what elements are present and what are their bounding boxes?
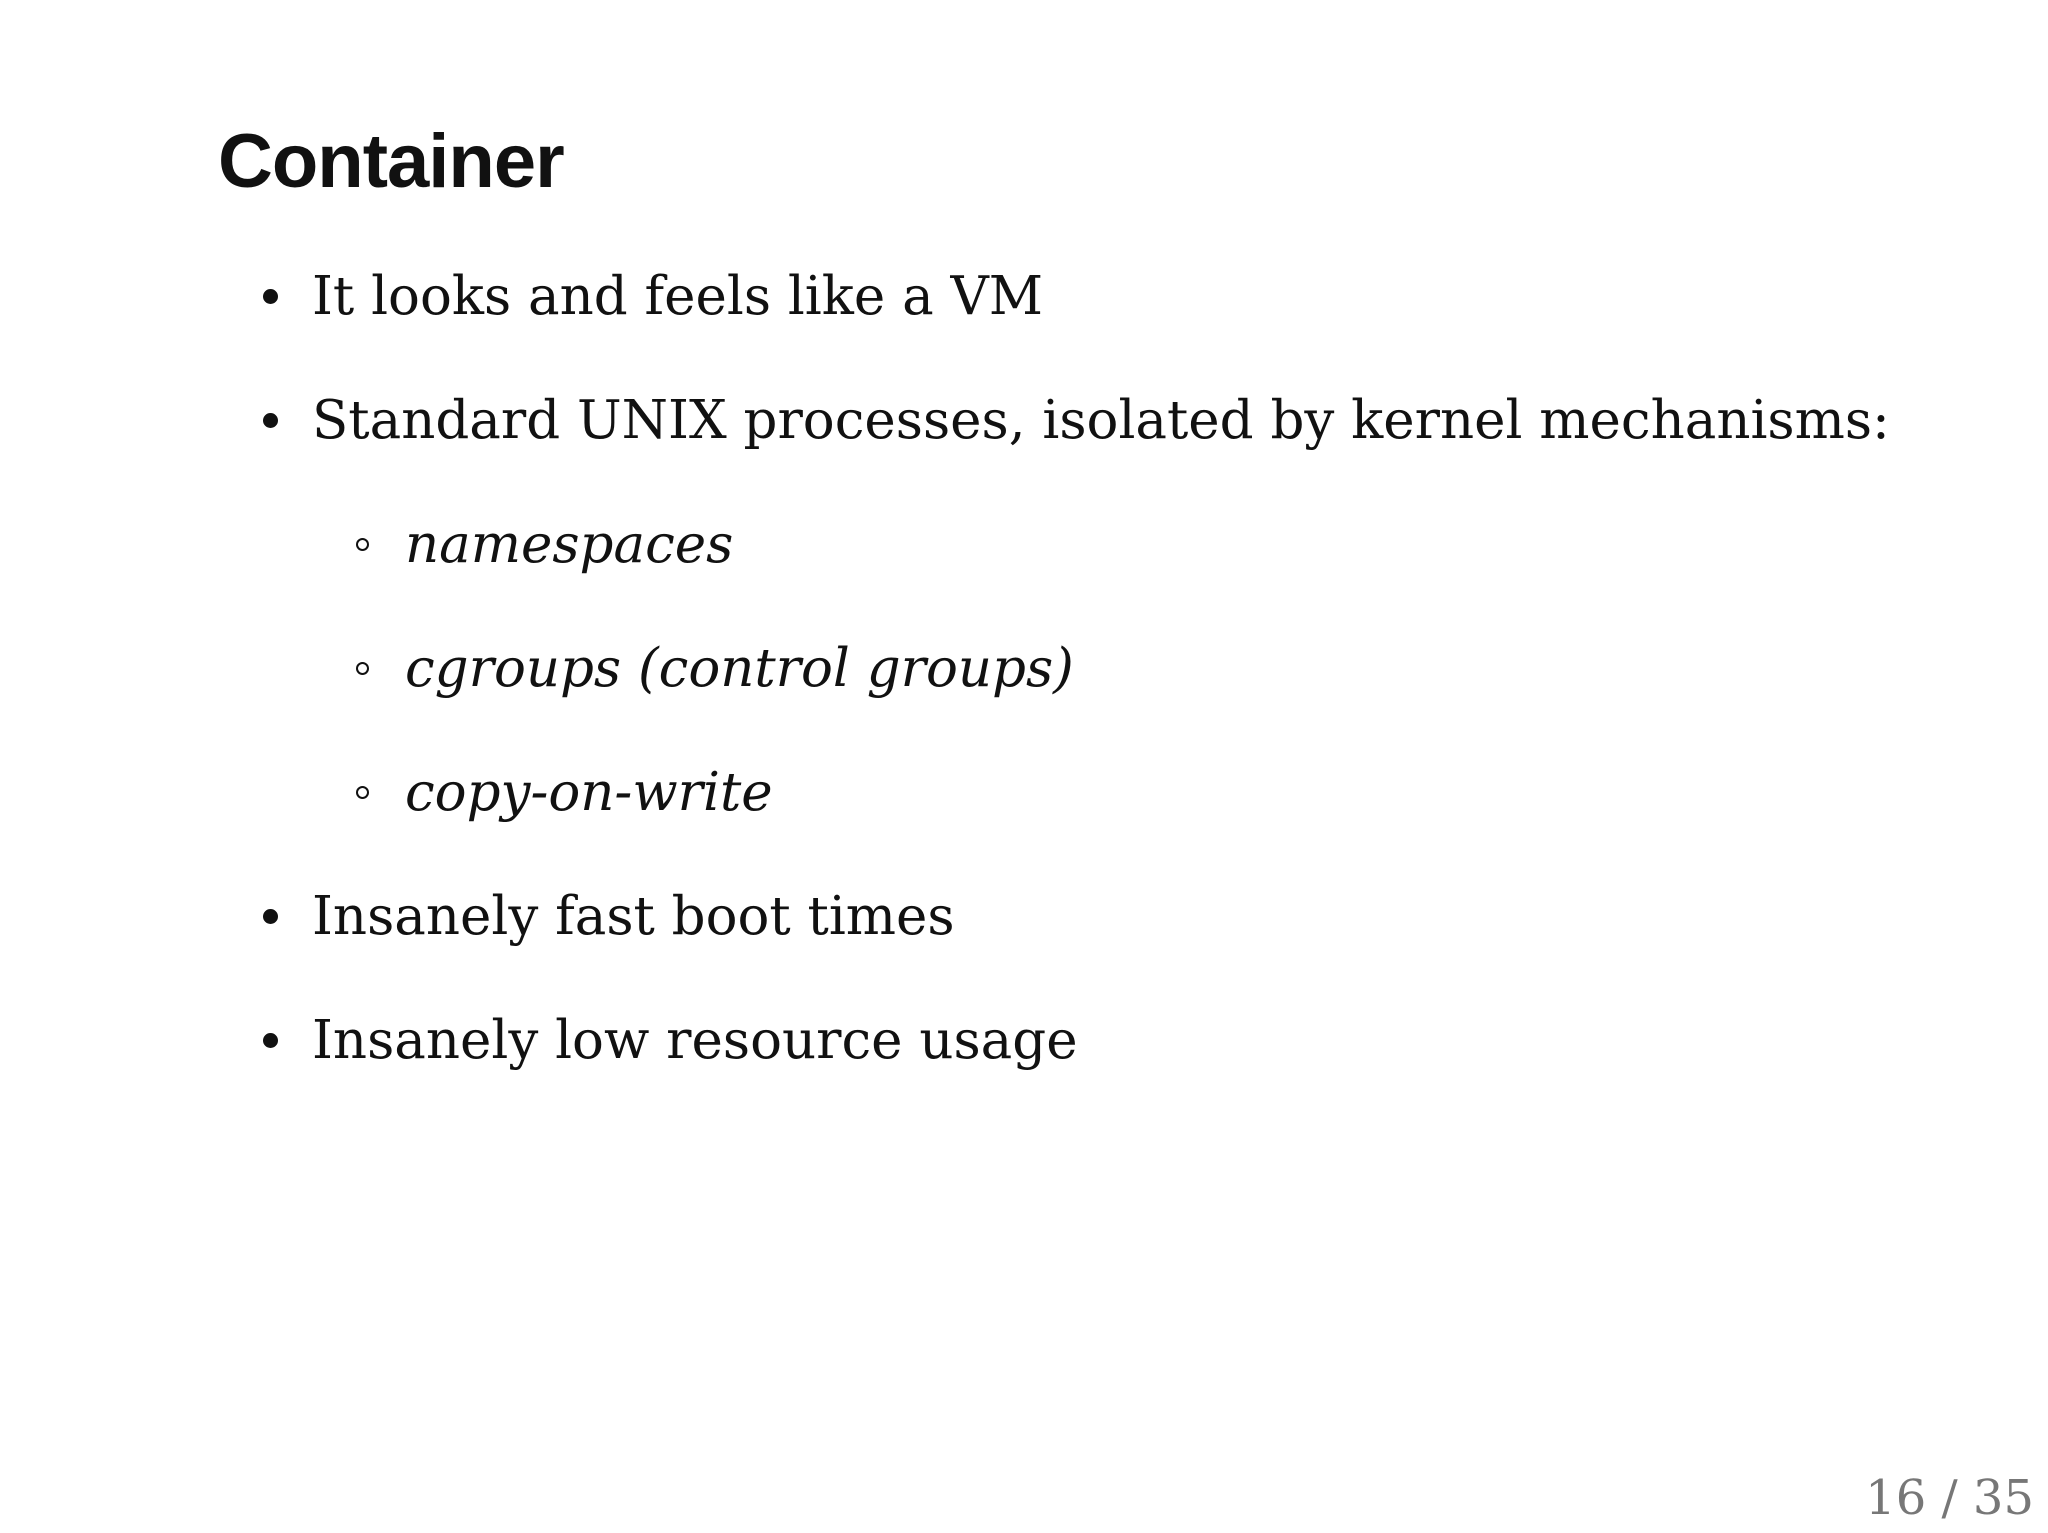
- hollow-bullet-icon: [356, 662, 369, 675]
- filled-bullet-icon: [263, 1033, 278, 1048]
- slide-title: Container: [218, 119, 564, 204]
- page-number: 16 / 35: [1865, 1470, 2034, 1526]
- filled-bullet-icon: [263, 413, 278, 428]
- sub-bullet-item: [405, 629, 1074, 709]
- filled-bullet-icon: [263, 909, 278, 924]
- bullet-item: [312, 1001, 1078, 1081]
- sub-bullet-item: [405, 753, 773, 833]
- bullet-text: Standard UNIX processes, isolated by kernel mechanisms:: [312, 390, 1890, 451]
- sub-bullet-text: copy-on-write: [405, 762, 773, 823]
- bullet-item: [312, 877, 955, 957]
- sub-bullet-item: [405, 505, 733, 585]
- hollow-bullet-icon: [356, 538, 369, 551]
- bullet-item: [312, 257, 1043, 337]
- sub-bullet-text: namespaces: [405, 514, 734, 575]
- sub-bullet-text: cgroups (control groups): [405, 638, 1074, 699]
- bullet-text: Insanely low resource usage: [312, 1010, 1078, 1071]
- bullet-item: [312, 381, 1890, 461]
- filled-bullet-icon: [263, 289, 278, 304]
- bullet-text: It looks and feels like a VM: [312, 266, 1044, 327]
- hollow-bullet-icon: [356, 786, 369, 799]
- bullet-text: Insanely fast boot times: [312, 886, 955, 947]
